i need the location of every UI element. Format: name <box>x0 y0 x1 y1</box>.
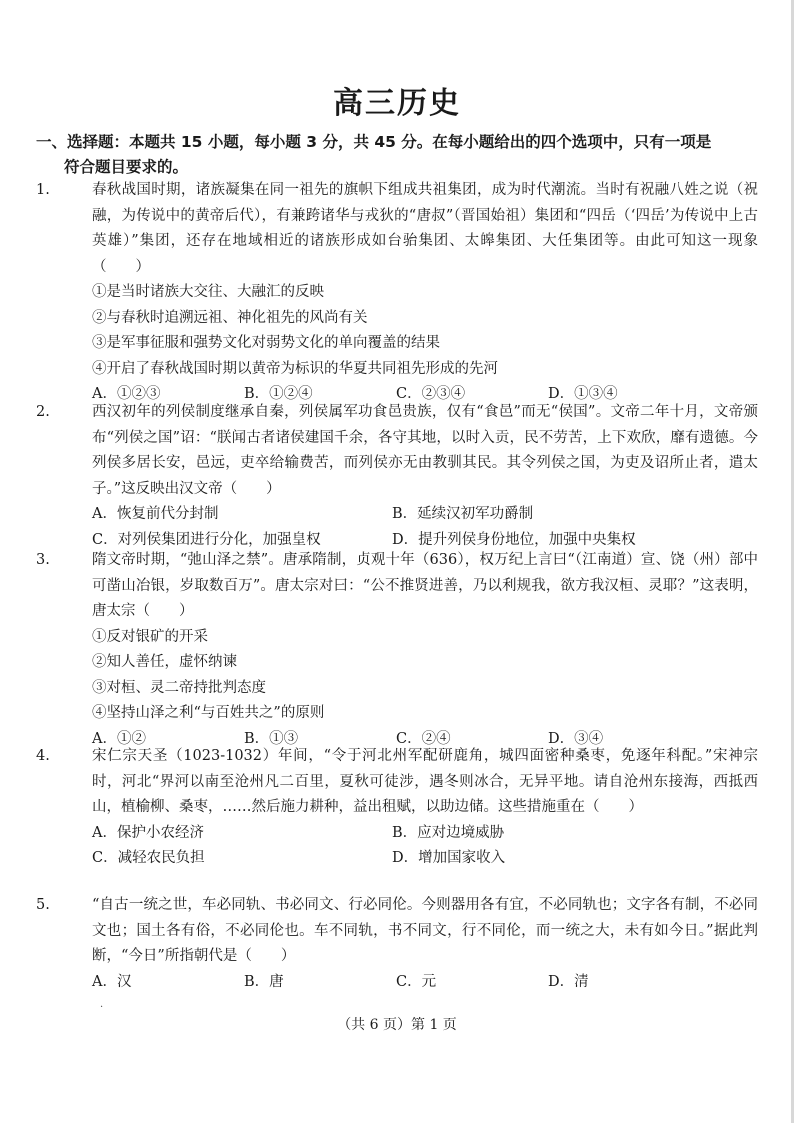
option-d: D．①③④ <box>548 386 618 402</box>
statement-1: ①是当时诸族大交往、大融汇的反映 <box>92 284 324 300</box>
statement-2: ②知人善任，虚怀纳谏 <box>92 654 237 670</box>
question-stem: “自古一统之世，车必同轨、书必同文、行必同伦。今则器用各有宜，不必同轨也；文字各有制，不必同文也；国土各有俗，不必同伦也。车不同轨，书不同文，行不同伦，而一统之大，未有如今日。”据此判断，“今日”所指朝代是（ ） <box>92 897 758 964</box>
option-c: C．减轻农民负担 <box>92 850 205 866</box>
page-title: 高三历史 <box>333 86 461 121</box>
option-d: D．③④ <box>548 730 604 747</box>
option-c: C．元 <box>396 973 437 990</box>
question-4 <box>36 744 758 872</box>
statement-3: ③是军事征服和强势文化对弱势文化的单向覆盖的结果 <box>92 335 440 351</box>
section-heading <box>36 130 756 180</box>
option-b: B．①②④ <box>244 386 313 402</box>
option-a: A．汉 <box>92 973 132 990</box>
question-3 <box>36 548 758 752</box>
option-d: D．增加国家收入 <box>392 850 506 866</box>
question-5 <box>36 893 758 995</box>
option-a: A．恢复前代分封制 <box>92 506 219 522</box>
option-a: A．保护小农经济 <box>92 824 204 841</box>
option-a: A．①② <box>92 730 146 747</box>
question-number: 3. <box>36 552 50 568</box>
question-2 <box>36 400 758 553</box>
question-stem: 春秋战国时期，诸族凝集在同一祖先的旗帜下组成共祖集团，成为时代潮流。当时有祝融八姓之说（祝融，为传说中的黄帝后代），有兼跨诸华与戎狄的“唐叔”（晋国始祖）集团和“四岳（‘四岳’为传说中上古英雄）”集团，还存在地域相近的诸族形成如台骀集团、太皞集团、大任集团等。由此可知这一现象（ ） <box>92 182 758 275</box>
statement-1: ①反对银矿的开采 <box>92 628 208 645</box>
question-stem: 西汉初年的列侯制度继承自秦，列侯属军功食邑贵族，仅有“食邑”而无“侯国”。文帝二年十月，文帝颁布“列侯之国”诏：“朕闻古者诸侯建国千余，各守其地，以时入贡，民不劳苦，上下欢欣，靡有遗德。今列侯多居长安，邑远，吏卒给输费苦，而列侯亦无由教驯其民。其令列侯之国，为吏及诏所止者，遣太子。”这反映出汉文帝（ ） <box>92 404 758 497</box>
options-row <box>92 502 758 528</box>
options-row <box>92 846 758 872</box>
section-instruction-line1: 一、选择题：本题共 15 小题，每小题 3 分，共 45 分。在每小题给出的四个选项中，只有一项是 <box>36 133 712 151</box>
option-d: D．清 <box>548 973 589 990</box>
page-footer: （共 6 页）第 1 页 <box>337 1017 457 1033</box>
options-row <box>92 821 758 847</box>
statement-4: ④坚持山泽之利“与百姓共之”的原则 <box>92 705 325 721</box>
option-c: C．对列侯集团进行分化，加强皇权 <box>92 531 321 548</box>
question-number: 4. <box>36 748 50 764</box>
question-number: 5. <box>36 897 50 913</box>
statement-2: ②与春秋时追溯远祖、神化祖先的风尚有关 <box>92 309 368 326</box>
question-stem: 宋仁宗天圣（1023-1032）年间，“令于河北州军配研鹿角，城四面密种桑枣，免逐年科配。”宋神宗时，河北“界河以南至沧州凡二百里，夏秋可徒涉，遇冬则冰合，无异平地。请自沧州东接海，西抵西山，植榆柳、桑枣，……然后施力耕种，益出租赋，以助边储。这些措施重在（ ） <box>92 748 758 815</box>
options-row <box>92 970 758 996</box>
statement-3: ③对桓、灵二帝持批判态度 <box>92 679 266 696</box>
option-b: B．①③ <box>244 730 299 747</box>
option-c: C．②③④ <box>396 386 466 402</box>
option-b: B．延续汉初军功爵制 <box>392 506 534 522</box>
question-number: 1. <box>36 182 50 198</box>
option-a: A．①②③ <box>92 386 161 402</box>
option-c: C．②④ <box>396 730 451 747</box>
option-b: B．唐 <box>244 973 284 990</box>
scan-speck: · <box>100 1002 104 1013</box>
question-1 <box>36 178 758 408</box>
option-d: D．提升列侯身份地位，加强中央集权 <box>392 531 636 548</box>
statement-4: ④开启了春秋战国时期以黄帝为标识的华夏共同祖先形成的先河 <box>92 360 498 377</box>
section-instruction-line2: 符合题目要求的。 <box>64 158 189 176</box>
option-b: B．应对边境威胁 <box>392 824 505 841</box>
question-number: 2. <box>36 404 50 420</box>
question-stem: 隋文帝时期，“弛山泽之禁”。唐承隋制，贞观十年（636），权万纪上言曰“（江南道）宣、饶（州）部中可凿山冶银，岁取数百万”。唐太宗对曰：“公不推贤进善，乃以利规我，欲方我汉桓、灵耶？”这表明，唐太宗（ ） <box>92 552 758 619</box>
